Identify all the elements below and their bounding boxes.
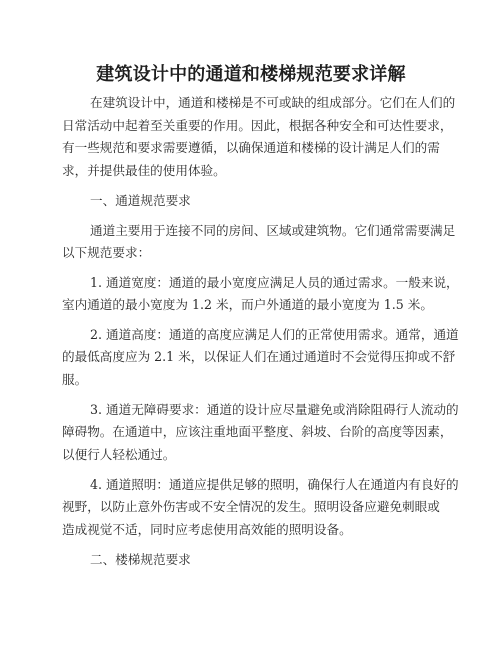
section-heading-passages: 一、通道规范要求 — [90, 193, 191, 208]
item3-line-1: 3. 通道无障碍要求：通道的设计应尽量避免或消除阻碍行人流动的 — [90, 402, 459, 417]
section1-intro-line-1: 通道主要用于连接不同的房间、区域或建筑物。它们通常需要满足 — [90, 223, 456, 238]
item2-line-2: 的最低高度应为 2.1 米，以保证人们在通过通道时不会觉得压抑或不舒 — [62, 349, 456, 364]
item3-line-3: 以便行人轻松通过。 — [62, 447, 176, 462]
item2-line-1: 2. 通道高度：通道的高度应满足人们的正常使用需求。通常，通道 — [90, 327, 459, 342]
intro-line-4: 求，并提供最佳的使用体验。 — [62, 163, 226, 178]
item4-line-2: 视野，以防止意外伤害或不安全情况的发生。照明设备应避免刺眼或 — [62, 499, 440, 514]
item3-line-2: 障碍物。在通道中，应该注重地面平整度、斜坡、台阶的高度等因素， — [62, 424, 453, 439]
document-title: 建筑设计中的通道和楼梯规范要求详解 — [96, 64, 406, 85]
item2-line-3: 服。 — [62, 372, 88, 387]
item4-line-1: 4. 通道照明：通道应提供足够的照明，确保行人在通道内有良好的 — [90, 477, 459, 492]
intro-line-2: 日常活动中起着至关重要的作用。因此，根据各种安全和可达性要求， — [62, 118, 453, 133]
item1-line-1: 1. 通道宽度：通道的最小宽度应满足人员的通过需求。一般来说， — [90, 275, 459, 290]
item4-line-3: 造成视觉不适，同时应考虑使用高效能的照明设备。 — [62, 522, 352, 537]
section-heading-stairs: 二、楼梯规范要求 — [90, 552, 191, 567]
section1-intro-line-2: 以下规范要求： — [62, 245, 151, 260]
item1-line-2: 室内通道的最小宽度为 1.2 米，而户外通道的最小宽度为 1.5 米。 — [62, 297, 433, 312]
intro-line-3: 有一些规范和要求需要遵循，以确保通道和楼梯的设计满足人们的需 — [62, 140, 440, 155]
intro-line-1: 在建筑设计中，通道和楼梯是不可或缺的组成部分。它们在人们的 — [90, 95, 456, 110]
